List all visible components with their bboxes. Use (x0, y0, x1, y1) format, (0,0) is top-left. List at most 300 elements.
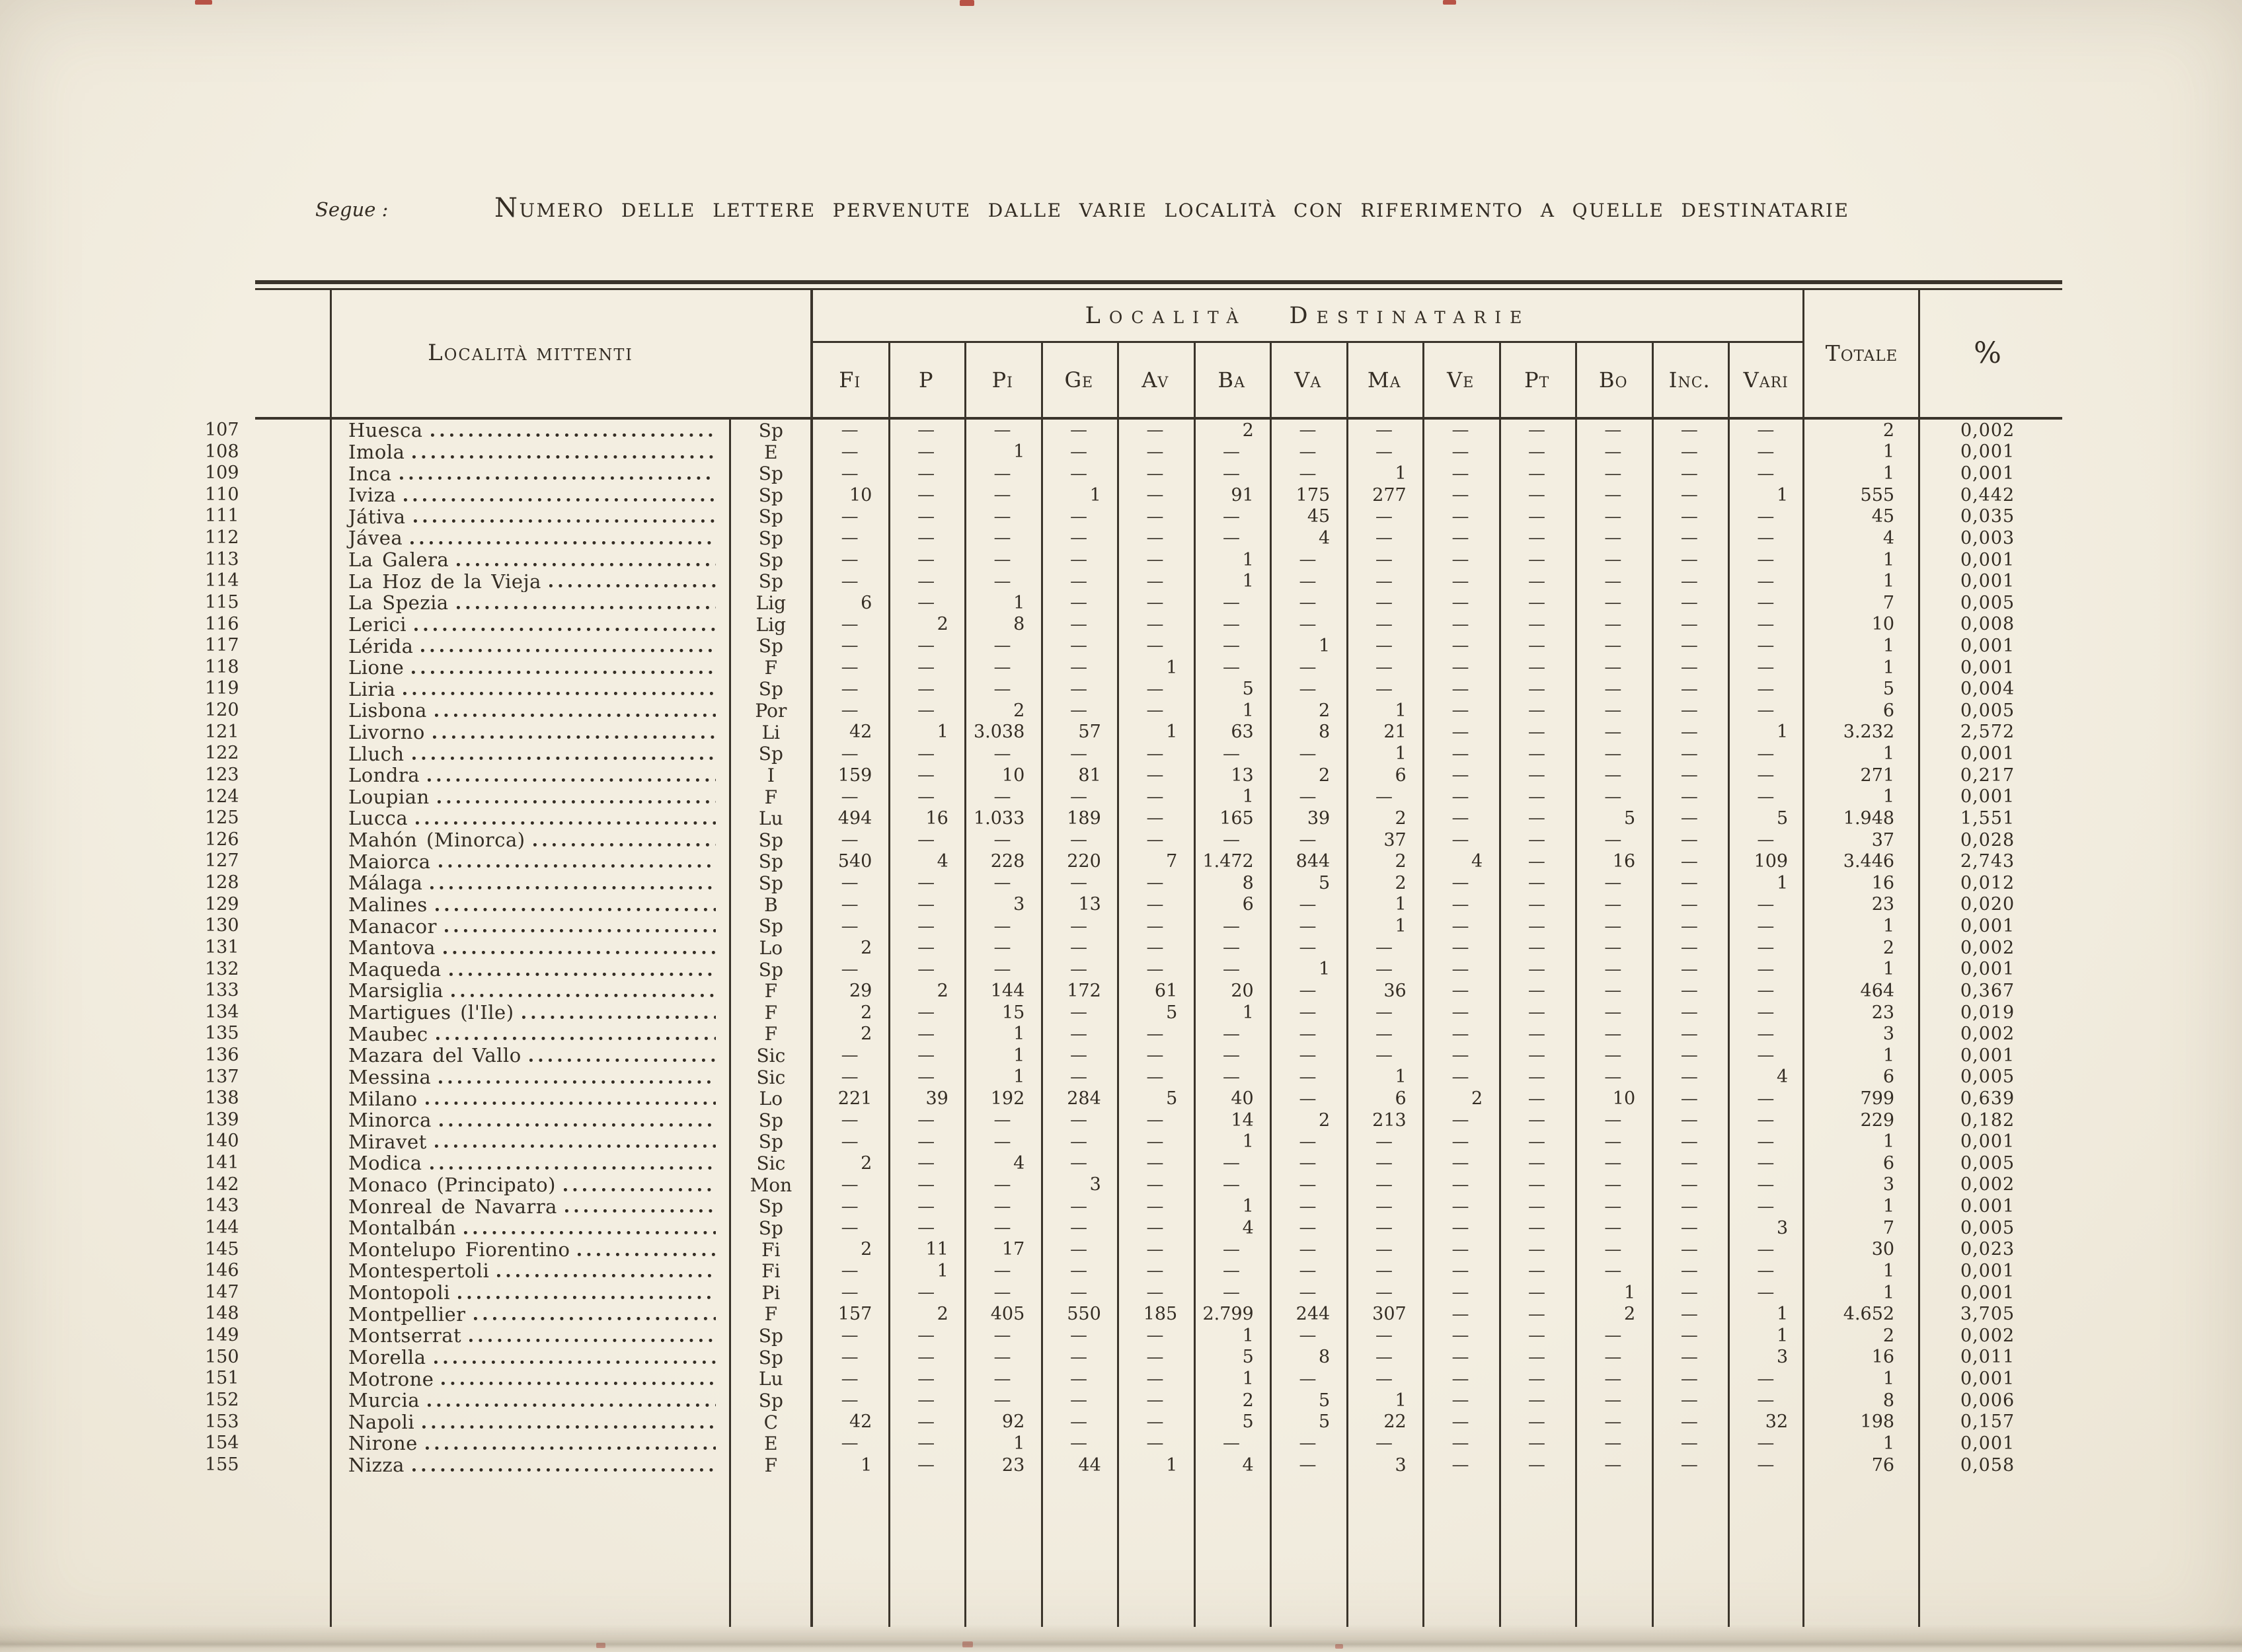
cell-pt: — (1527, 485, 1545, 506)
cell-inc: — (1680, 463, 1698, 484)
cell-ma: — (1375, 786, 1393, 807)
cell-pi: — (993, 938, 1011, 958)
row-number: 153 (205, 1411, 239, 1432)
sender-country-code: Pi (761, 1281, 781, 1304)
sender-locality-cell (330, 420, 730, 441)
cell-ma: 37 (1383, 829, 1407, 850)
cell-p: — (917, 873, 935, 893)
sender-locality-name: Manacor (348, 915, 437, 937)
cell-va: — (1299, 894, 1317, 915)
sender-locality-cell (330, 1023, 730, 1045)
cell-inc: — (1680, 1088, 1698, 1109)
totale-value: 1 (1882, 786, 1895, 807)
cell-bo: — (1604, 1326, 1622, 1346)
sender-locality-name: Liria (348, 678, 396, 700)
cell-pi: — (993, 1131, 1011, 1152)
sender-locality-name: Málaga (348, 872, 423, 894)
cell-av: — (1146, 1131, 1164, 1152)
table-row (185, 786, 2056, 808)
cell-av: — (1146, 765, 1164, 786)
cell-va: — (1299, 1283, 1317, 1303)
cell-p: — (917, 1110, 935, 1131)
sender-locality-cell (330, 1174, 730, 1196)
cell-ma: — (1375, 1347, 1393, 1367)
cell-va: — (1299, 1369, 1317, 1389)
cell-ge: 172 (1067, 980, 1101, 1001)
cell-fi: — (841, 1067, 859, 1087)
sender-country-code: Fi (761, 1260, 781, 1282)
cell-fi: 42 (849, 722, 872, 743)
cell-ve: — (1451, 1239, 1469, 1259)
cell-bo: — (1604, 1455, 1622, 1476)
dot-leader (449, 959, 716, 981)
cell-ge: 81 (1078, 765, 1101, 786)
cell-ge: — (1070, 1283, 1088, 1303)
cell-p: — (917, 1131, 935, 1152)
cell-pt: — (1527, 873, 1545, 893)
row-number: 139 (205, 1109, 239, 1130)
cell-pt: — (1527, 1196, 1545, 1217)
cell-pt: — (1527, 1153, 1545, 1174)
sender-country-code: E (764, 441, 778, 463)
cell-pi: — (993, 916, 1011, 936)
sender-country-code: Sp (758, 1325, 783, 1347)
cell-ba: 1 (1242, 786, 1254, 807)
cell-ma: — (1375, 1024, 1393, 1044)
percent-value: 0,006 (1960, 1390, 2015, 1411)
table-row (185, 829, 2056, 851)
cell-pt: — (1527, 830, 1545, 850)
row-number: 131 (205, 936, 239, 957)
cell-fi: — (841, 959, 859, 979)
sender-locality-cell (330, 1260, 730, 1282)
totale-value: 1 (1882, 959, 1895, 980)
cell-fi: 159 (837, 765, 872, 786)
totale-value: 4.652 (1843, 1304, 1895, 1325)
cell-ma: — (1375, 1218, 1393, 1238)
cell-p: — (917, 1369, 935, 1389)
sender-locality-name: Monreal de Navarra (348, 1195, 557, 1217)
dot-leader (412, 657, 716, 679)
cell-va: 1 (1319, 959, 1331, 980)
cell-fi: 494 (837, 807, 872, 829)
cell-bo: — (1604, 485, 1622, 506)
totale-value: 16 (1871, 1347, 1895, 1368)
cell-vari: 1 (1776, 1304, 1789, 1325)
percent-value: 0,182 (1960, 1109, 2015, 1131)
cell-pi: — (993, 506, 1011, 527)
sender-country-code: F (764, 1454, 778, 1476)
cell-ma: 1 (1395, 894, 1407, 915)
sender-country-code: Sp (758, 1346, 783, 1369)
cell-pi: — (993, 528, 1011, 548)
table-row (185, 937, 2056, 959)
cell-bo: — (1604, 1110, 1622, 1131)
cell-av: — (1146, 571, 1164, 591)
sender-locality-name: Montalbán (348, 1217, 457, 1239)
cell-av: — (1146, 808, 1164, 829)
cell-ve: — (1451, 463, 1469, 484)
cell-ba: 165 (1219, 807, 1254, 829)
cell-pt: — (1527, 1239, 1545, 1259)
totale-value: 2 (1882, 1325, 1895, 1346)
cell-av: — (1146, 786, 1164, 807)
percent-value: 0,001 (1960, 1369, 2015, 1390)
table-row (185, 1217, 2056, 1239)
cell-inc: — (1680, 700, 1698, 721)
cell-ve: — (1451, 808, 1469, 829)
column-header-pi: Pi (991, 367, 1013, 393)
cell-pt: — (1527, 722, 1545, 742)
cell-inc: — (1680, 614, 1698, 634)
cell-bo: — (1604, 1261, 1622, 1281)
sender-locality-cell (330, 1347, 730, 1369)
cell-va: — (1299, 1196, 1317, 1217)
cell-av: — (1146, 743, 1164, 764)
table-row (185, 1411, 2056, 1433)
cell-ma: — (1375, 1174, 1393, 1195)
cell-ma: — (1375, 528, 1393, 548)
sender-locality-name: Morella (348, 1346, 426, 1369)
cell-pt: — (1527, 1304, 1545, 1324)
table-row (185, 1131, 2056, 1152)
sender-country-code: Sp (758, 570, 783, 592)
percent-value: 0,001 (1960, 916, 2015, 937)
table-row (185, 850, 2056, 872)
sender-country-code: F (764, 786, 778, 808)
cell-pt: — (1527, 1390, 1545, 1411)
cell-vari: 109 (1754, 851, 1789, 872)
cell-pi: — (993, 485, 1011, 506)
sender-locality-name: Messina (348, 1066, 432, 1088)
table-row (185, 1045, 2056, 1067)
cell-vari: 4 (1776, 1067, 1789, 1088)
cell-fi: — (841, 1261, 859, 1281)
row-number: 118 (205, 656, 239, 677)
table-row (185, 1325, 2056, 1347)
cell-ve: — (1451, 1067, 1469, 1087)
cell-p: — (917, 700, 935, 721)
cell-pi: 405 (990, 1304, 1025, 1325)
sender-country-code: F (764, 1023, 778, 1045)
table-row (185, 1002, 2056, 1024)
percent-value: 0,001 (1960, 1433, 2015, 1454)
cell-bo: — (1604, 528, 1622, 548)
table-row (185, 1152, 2056, 1174)
sender-country-code: Sic (756, 1066, 786, 1088)
cell-vari: — (1757, 1002, 1775, 1023)
sender-country-code: Sp (758, 1131, 783, 1153)
sender-country-code: Lu (759, 807, 783, 829)
row-number: 151 (205, 1368, 239, 1389)
cell-ge: — (1070, 614, 1088, 634)
cell-ve: — (1451, 873, 1469, 893)
cell-av: 1 (1166, 657, 1178, 678)
dot-leader (469, 1325, 716, 1347)
cell-ba: 20 (1231, 980, 1254, 1001)
totale-value: 1 (1882, 1282, 1895, 1303)
sender-country-code: Sp (758, 958, 783, 981)
sender-locality-name: Montserrat (348, 1325, 462, 1347)
sender-country-code: Sp (758, 548, 783, 571)
dot-leader (445, 915, 716, 937)
cell-inc: — (1680, 1455, 1698, 1476)
row-number: 154 (205, 1433, 239, 1454)
cell-va: — (1299, 743, 1317, 764)
row-number: 146 (205, 1260, 239, 1281)
sender-locality-cell (330, 829, 730, 851)
cell-bo: — (1604, 1433, 1622, 1454)
cell-ve: — (1451, 485, 1469, 506)
table-row (185, 506, 2056, 527)
sender-locality-cell (330, 915, 730, 937)
cell-ve: — (1451, 528, 1469, 548)
cell-p: — (917, 636, 935, 656)
cell-fi: 221 (837, 1088, 872, 1109)
cell-ma: 36 (1383, 980, 1407, 1001)
cell-ve: — (1451, 657, 1469, 678)
cell-bo: — (1604, 1347, 1622, 1367)
cell-av: — (1146, 1067, 1164, 1087)
cell-ve: — (1451, 1433, 1469, 1454)
sender-country-code: Sp (758, 829, 783, 851)
cell-inc: — (1680, 1304, 1698, 1324)
sender-country-code: E (764, 1433, 778, 1454)
dot-leader (464, 1217, 716, 1239)
cell-ba: 5 (1242, 1411, 1254, 1433)
row-number: 125 (205, 807, 239, 829)
cell-ge: — (1070, 1045, 1088, 1066)
cell-ve: — (1451, 1153, 1469, 1174)
cell-vari: — (1757, 765, 1775, 786)
cell-p: — (917, 1433, 935, 1454)
header-localita-destinatarie: Località Destinatarie (1085, 302, 1531, 329)
percent-value: 0,001 (1960, 743, 2015, 765)
cell-av: — (1146, 700, 1164, 721)
cell-vari: — (1757, 550, 1775, 570)
sender-locality-cell (330, 1131, 730, 1152)
sender-locality-cell (330, 1303, 730, 1325)
sender-locality-cell (330, 678, 730, 700)
cell-ve: — (1451, 743, 1469, 764)
table-row (185, 635, 2056, 657)
cell-pi: — (993, 1261, 1011, 1281)
cell-inc: — (1680, 441, 1698, 462)
cell-ge: — (1070, 1369, 1088, 1389)
cell-bo: — (1604, 743, 1622, 764)
sender-locality-name: Monaco (Principato) (348, 1174, 556, 1196)
cell-va: — (1299, 1067, 1317, 1087)
cell-pi: 1 (1013, 441, 1025, 463)
cell-va: — (1299, 1326, 1317, 1346)
totale-value: 3.232 (1843, 722, 1895, 743)
cell-p: 1 (937, 722, 948, 743)
cell-pt: — (1527, 851, 1545, 872)
cell-bo: — (1604, 786, 1622, 807)
sender-locality-name: Huesca (348, 420, 423, 441)
cell-p: — (917, 441, 935, 462)
sender-locality-cell (330, 980, 730, 1002)
cell-fi: — (841, 571, 859, 591)
table-row (185, 1282, 2056, 1304)
totale-value: 3 (1882, 1024, 1895, 1045)
sender-locality-name: Loupian (348, 786, 430, 808)
row-number: 107 (205, 420, 239, 440)
table-row (185, 894, 2056, 916)
cell-pi: — (993, 679, 1011, 699)
cell-av: — (1146, 528, 1164, 548)
row-number: 123 (205, 764, 239, 785)
sender-locality-cell (330, 1045, 730, 1067)
dot-leader (444, 937, 716, 959)
row-number: 144 (205, 1217, 239, 1238)
percent-value: 0,005 (1960, 1152, 2015, 1174)
cell-ma: — (1375, 506, 1393, 527)
sender-locality-cell (330, 700, 730, 722)
sender-locality-name: Imola (348, 441, 405, 463)
row-number: 112 (205, 527, 239, 548)
cell-ba: — (1223, 593, 1240, 613)
cell-fi: — (841, 1433, 859, 1454)
cell-av: — (1146, 420, 1164, 441)
cell-ge: — (1070, 1433, 1088, 1454)
totale-value: 1 (1882, 571, 1895, 592)
cell-ma: 1 (1395, 463, 1407, 484)
cell-va: 2 (1319, 1109, 1331, 1131)
cell-p: — (917, 894, 935, 915)
totale-value: 1 (1882, 1369, 1895, 1390)
sender-locality-cell (330, 441, 730, 463)
cell-ve: — (1451, 1218, 1469, 1238)
cell-pi: — (993, 830, 1011, 850)
cell-ba: 91 (1231, 484, 1254, 506)
cell-fi: — (841, 916, 859, 936)
header-totale: Totale (1825, 340, 1898, 366)
cell-ba: 40 (1231, 1088, 1254, 1109)
sender-locality-name: Lucca (348, 807, 408, 829)
dot-leader (564, 1174, 716, 1196)
cell-ba: — (1223, 528, 1240, 548)
cell-vari: — (1757, 1369, 1775, 1389)
cell-ma: 307 (1372, 1304, 1407, 1325)
cell-fi: — (841, 1196, 859, 1217)
cell-va: 8 (1319, 722, 1331, 743)
sender-locality-cell (330, 937, 730, 959)
cell-va: — (1299, 441, 1317, 462)
cell-ge: — (1070, 1024, 1088, 1044)
cell-vari: — (1757, 938, 1775, 958)
cell-pt: — (1527, 614, 1545, 634)
cell-p: — (917, 1390, 935, 1411)
cell-ge: — (1070, 1196, 1088, 1217)
cell-fi: 540 (837, 851, 872, 872)
sender-locality-name: Nizza (348, 1454, 405, 1476)
dot-leader (426, 1433, 716, 1454)
cell-vari: — (1757, 830, 1775, 850)
row-number: 147 (205, 1281, 239, 1302)
totale-value: 1 (1882, 1045, 1895, 1066)
cell-ma: — (1375, 1002, 1393, 1023)
totale-value: 1 (1882, 441, 1895, 463)
sender-locality-name: Livorno (348, 721, 425, 743)
cell-pt: — (1527, 959, 1545, 979)
cell-av: — (1146, 593, 1164, 613)
cell-pt: — (1527, 636, 1545, 656)
cell-p: — (917, 1174, 935, 1195)
cell-p: — (917, 1196, 935, 1217)
cell-pt: — (1527, 808, 1545, 829)
cell-p: — (917, 506, 935, 527)
sender-country-code: Sp (758, 463, 783, 484)
sender-locality-cell (330, 592, 730, 614)
cell-vari: — (1757, 1174, 1775, 1195)
sender-locality-cell (330, 1067, 730, 1088)
sender-country-code: Lu (759, 1368, 783, 1390)
cell-vari: — (1757, 636, 1775, 656)
cell-p: — (917, 1045, 935, 1066)
cell-bo: 2 (1623, 1304, 1636, 1325)
cell-ma: — (1375, 420, 1393, 441)
cell-pi: 15 (1001, 1002, 1025, 1023)
cell-ve: — (1451, 916, 1469, 936)
cell-pi: — (993, 1218, 1011, 1238)
cell-pt: — (1527, 1369, 1545, 1389)
totale-value: 23 (1871, 1002, 1895, 1023)
cell-inc: — (1680, 959, 1698, 979)
cell-pi: 1 (1013, 1045, 1025, 1066)
cell-fi: — (841, 786, 859, 807)
row-number: 127 (205, 850, 239, 872)
cell-ma: — (1375, 593, 1393, 613)
percent-value: 0,005 (1960, 1067, 2015, 1088)
cell-pi: — (993, 786, 1011, 807)
cell-pt: — (1527, 1131, 1545, 1152)
cell-fi: — (841, 894, 859, 915)
percent-value: 0,001 (1960, 1131, 2015, 1152)
column-header-pt: Pt (1524, 367, 1550, 393)
table-row (185, 980, 2056, 1002)
cell-ve: — (1451, 894, 1469, 915)
row-number: 137 (205, 1066, 239, 1087)
cell-ve: — (1451, 550, 1469, 570)
cell-ve: — (1451, 593, 1469, 613)
cell-av: 7 (1166, 851, 1178, 872)
table-row (185, 1174, 2056, 1196)
dot-leader (533, 829, 716, 851)
cell-bo: — (1604, 1239, 1622, 1259)
cell-vari: 1 (1776, 484, 1789, 506)
cell-pi: 10 (1001, 765, 1025, 786)
cell-av: — (1146, 830, 1164, 850)
sender-country-code: Sp (758, 1217, 783, 1239)
cell-p: — (917, 1326, 935, 1346)
cell-p: — (917, 1411, 935, 1432)
cell-av: 1 (1166, 722, 1178, 743)
cell-ma: 277 (1372, 484, 1407, 506)
cell-p: 39 (925, 1088, 948, 1109)
table-row (185, 463, 2056, 484)
sender-locality-name: Motrone (348, 1368, 434, 1390)
cell-av: — (1146, 614, 1164, 634)
table-row (185, 420, 2056, 441)
dot-leader (457, 592, 716, 614)
segue-label: Segue : (315, 198, 389, 221)
table-row (185, 1303, 2056, 1325)
cell-inc: — (1680, 1239, 1698, 1259)
cell-fi: 2 (861, 1024, 872, 1045)
percent-value: 0,001 (1960, 571, 2015, 592)
percent-value: 0.001 (1960, 1196, 2015, 1217)
